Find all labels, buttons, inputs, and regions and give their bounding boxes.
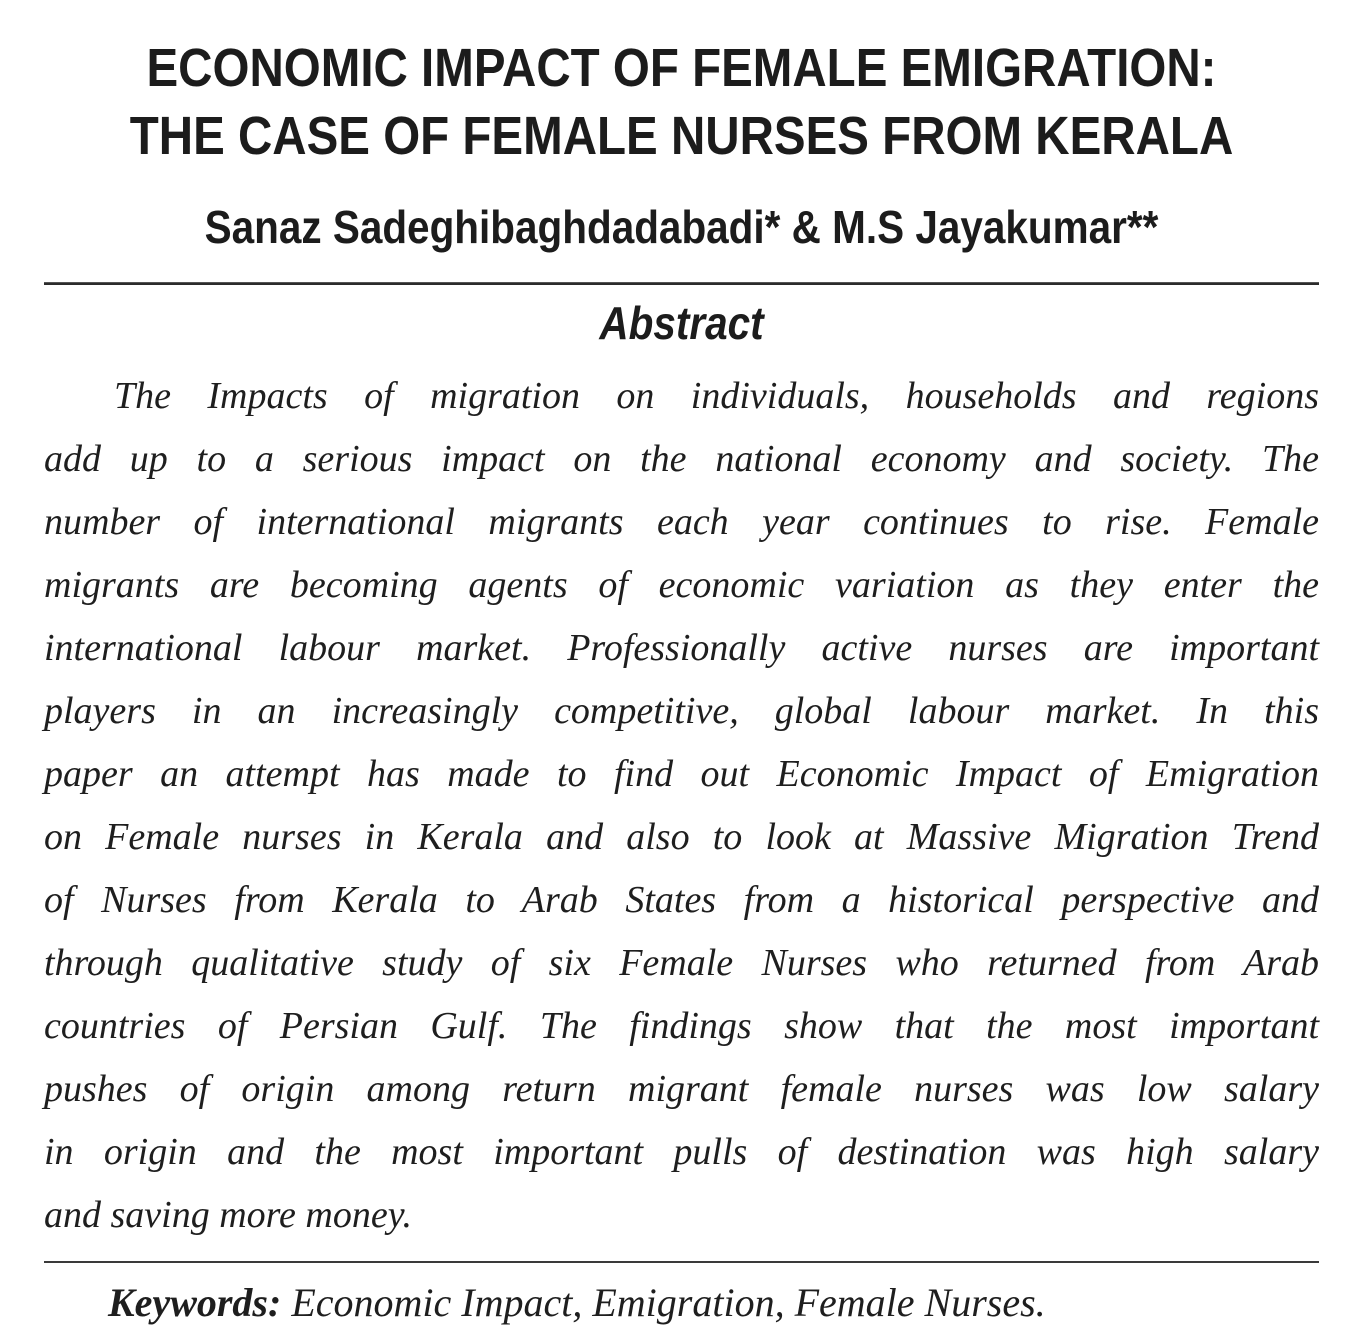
keywords-line <box>44 1277 1319 1329</box>
abstract-line: pushes of origin among return migrant female nurses was low salary <box>44 1068 1319 1110</box>
abstract-line: add up to a serious impact on the national economy and society. The <box>44 438 1319 480</box>
abstract-line: number of international migrants each year continues to rise. Female <box>44 501 1319 543</box>
keywords-label: Keywords: <box>108 1280 282 1325</box>
keywords-divider-rule <box>44 1261 1319 1263</box>
abstract-line: paper an attempt has made to find out Economic Impact of Emigration <box>44 753 1319 795</box>
abstract-line: countries of Persian Gulf. The findings show that the most important <box>44 1005 1319 1047</box>
abstract-line: on Female nurses in Kerala and also to look at Massive Migration Trend <box>44 816 1319 858</box>
authors-divider-rule <box>44 282 1319 285</box>
abstract-heading: Abstract <box>599 297 764 349</box>
keywords-text: Economic Impact, Emigration, Female Nurses. <box>281 1280 1046 1325</box>
abstract-line: international labour market. Professionally active nurses are important <box>44 627 1319 669</box>
abstract-paragraph <box>44 365 1319 1247</box>
page-title-line2: THE CASE OF FEMALE NURSES FROM KERALA <box>129 106 1234 166</box>
abstract-line: players in an increasingly competitive, global labour market. In this <box>44 690 1319 732</box>
abstract-line: in origin and the most important pulls of destination was high salary <box>44 1131 1319 1173</box>
abstract-line: through qualitative study of six Female Nurses who returned from Arab <box>44 942 1319 984</box>
abstract-line: The Impacts of migration on individuals, households and regions <box>114 375 1319 417</box>
authors-line: Sanaz Sadeghibaghdadabadi* & M.S Jayakumar** <box>204 201 1159 253</box>
abstract-line: migrants are becoming agents of economic variation as they enter the <box>44 564 1319 606</box>
page-title-line1: ECONOMIC IMPACT OF FEMALE EMIGRATION: <box>146 38 1217 98</box>
abstract-line: and saving more money. <box>44 1194 412 1236</box>
abstract-line: of Nurses from Kerala to Arab States from a historical perspective and <box>44 879 1319 921</box>
